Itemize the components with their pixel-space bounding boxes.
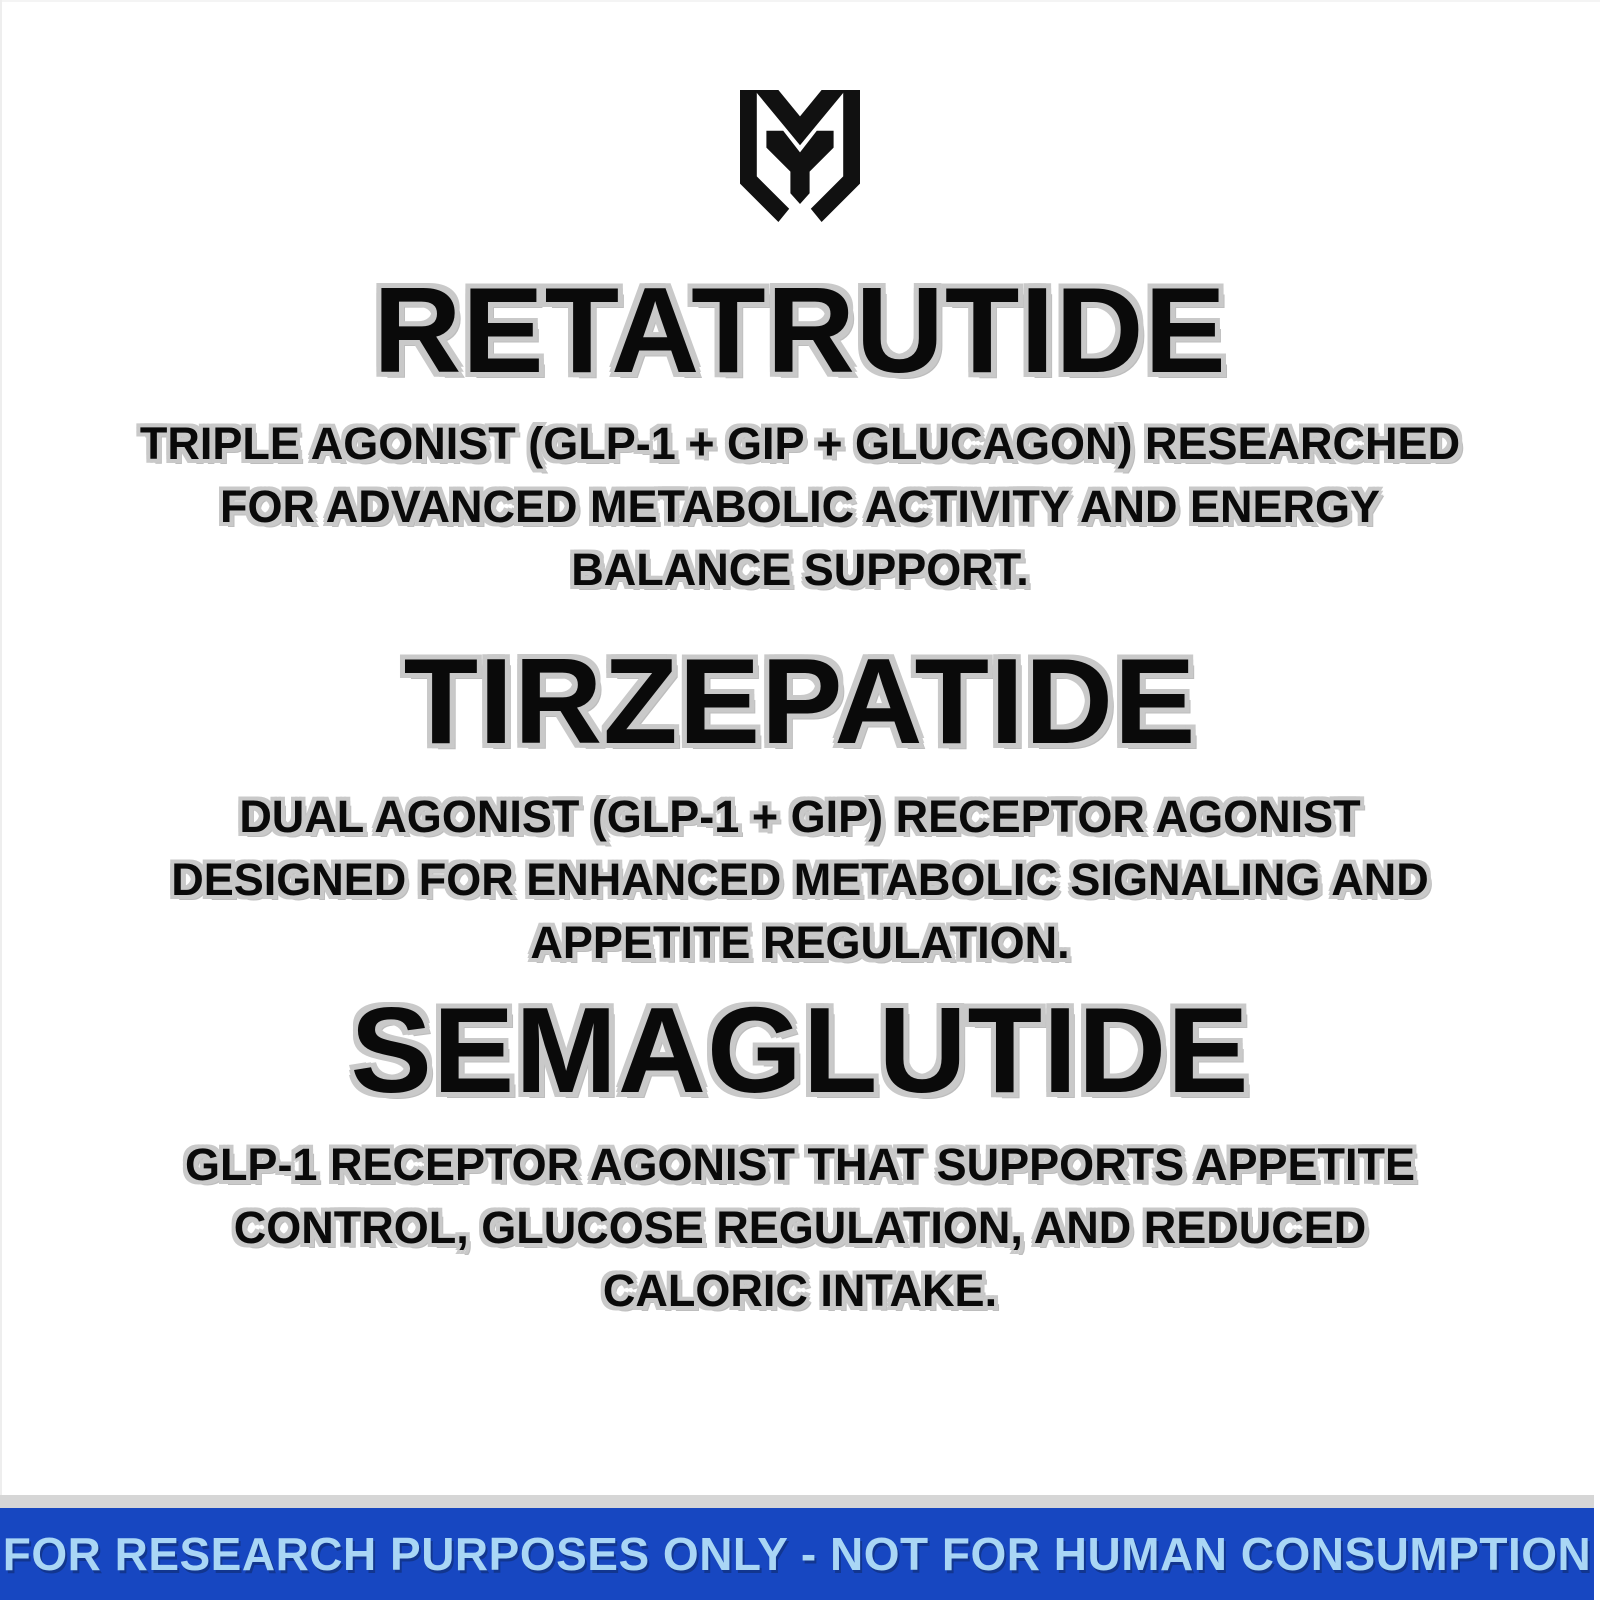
desc-line: CALORIC INTAKE. xyxy=(602,1264,998,1316)
section-title-retatrutide: RETATRUTIDE xyxy=(373,262,1227,398)
section-desc-retatrutide xyxy=(140,412,1460,601)
desc-line: TRIPLE AGONIST (GLP-1 + GIP + GLUCAGON) RESEARCHED xyxy=(139,418,1461,470)
desc-line: APPETITE REGULATION. xyxy=(530,917,1070,969)
research-disclaimer-banner xyxy=(0,1508,1594,1600)
section-title-tirzepatide: TIRZEPATIDE xyxy=(403,633,1197,770)
desc-line: DESIGNED FOR ENHANCED METABOLIC SIGNALING AND xyxy=(171,854,1429,906)
desc-line: GLP-1 RECEPTOR AGONIST THAT SUPPORTS APPETITE xyxy=(184,1138,1416,1190)
desc-line: FOR ADVANCED METABOLIC ACTIVITY AND ENERGY xyxy=(219,481,1380,533)
section-title-semaglutide: SEMAGLUTIDE xyxy=(350,982,1250,1119)
footer-divider xyxy=(0,1495,1594,1508)
desc-line: BALANCE SUPPORT. xyxy=(571,544,1029,596)
m-monogram-icon xyxy=(740,90,860,228)
research-disclaimer-text: FOR RESEARCH PURPOSES ONLY - NOT FOR HUMAN CONSUMPTION xyxy=(2,1528,1592,1580)
desc-line: DUAL AGONIST (GLP-1 + GIP) RECEPTOR AGONIST xyxy=(239,791,1361,843)
section-desc-semaglutide xyxy=(185,1133,1415,1322)
brand-logo xyxy=(740,90,860,228)
section-desc-tirzepatide xyxy=(171,785,1429,974)
desc-line: CONTROL, GLUCOSE REGULATION, AND REDUCED xyxy=(233,1201,1367,1253)
